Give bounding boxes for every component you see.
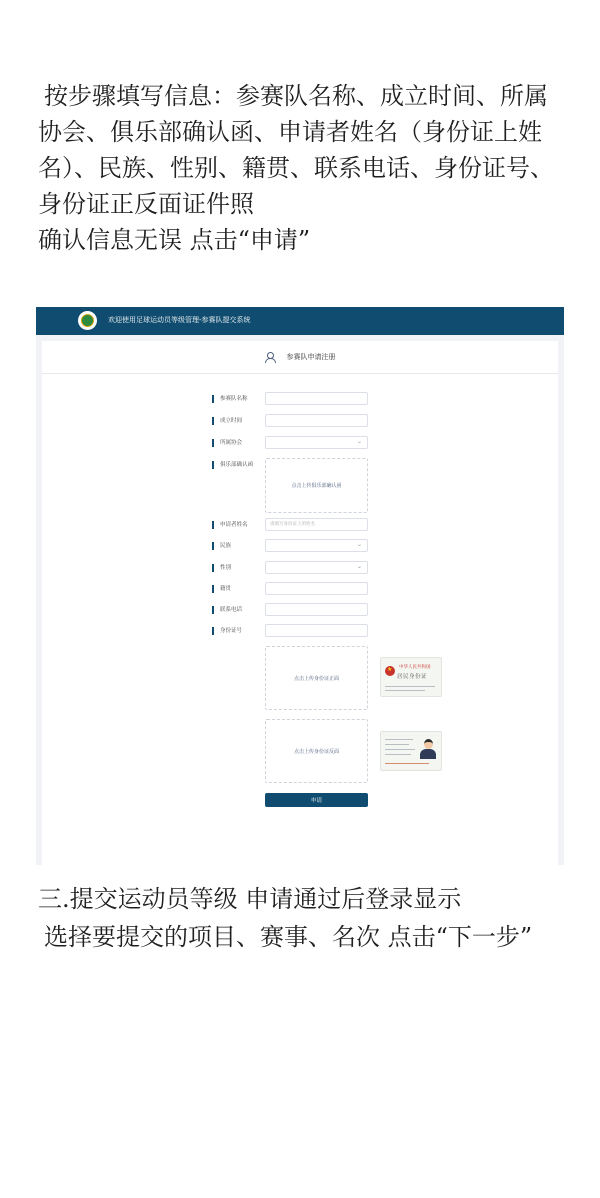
applicant-name-label: 申请者姓名 xyxy=(212,521,268,529)
founded-label: 成立时间 xyxy=(212,417,268,425)
app-header xyxy=(36,307,564,335)
next-step-text xyxy=(38,880,578,956)
user-icon xyxy=(265,352,275,362)
origin-row xyxy=(212,582,268,596)
ethnicity-row xyxy=(212,539,268,553)
id-number-row xyxy=(212,624,268,638)
id-card-title: 居民身份证 xyxy=(397,674,428,680)
id-front-upload[interactable]: 点击上传身份证正面 xyxy=(265,646,368,710)
portrait-icon xyxy=(419,737,437,759)
founded-input[interactable] xyxy=(265,414,368,427)
apply-button[interactable]: 申请 xyxy=(265,793,368,807)
association-logo-icon xyxy=(78,311,97,330)
team-name-row xyxy=(212,392,268,406)
id-card-front-sample xyxy=(380,657,442,697)
club-letter-row xyxy=(212,458,268,472)
club-letter-upload[interactable]: 点击上传俱乐部确认函 xyxy=(265,458,368,513)
founded-row xyxy=(212,414,268,428)
club-letter-label: 俱乐部确认函 xyxy=(212,461,268,469)
next-step-line-1: 三.提交运动员等级 申请通过后登录显示 xyxy=(38,885,462,913)
gender-select[interactable] xyxy=(265,561,368,574)
id-card-back-sample xyxy=(380,731,442,771)
instruction-paragraph-1: 按步骤填写信息：参赛队名称、成立时间、所属协会、俱乐部确认函、申请者姓名（身份证上姓名）、民族、性别、籍贯、联系电话、身份证号、身份证正反面证件照 xyxy=(38,82,554,218)
applicant-name-input[interactable]: 请填写身份证上的姓名 xyxy=(265,518,368,531)
registration-panel xyxy=(42,341,558,865)
instruction-paragraph-2: 确认信息无误 点击“申请” xyxy=(38,226,311,254)
gender-label: 性别 xyxy=(212,564,268,572)
id-back-upload[interactable]: 点击上传身份证反面 xyxy=(265,719,368,783)
ethnicity-select[interactable] xyxy=(265,539,368,552)
association-select[interactable] xyxy=(265,436,368,449)
team-name-label: 参赛队名称 xyxy=(212,395,268,403)
next-step-line-2: 选择要提交的项目、赛事、名次 点击“下一步” xyxy=(44,923,533,951)
association-row xyxy=(212,436,268,450)
id-number-label: 身份证号 xyxy=(212,627,268,635)
panel-title: 参赛队申请注册 xyxy=(286,353,336,361)
team-name-input[interactable] xyxy=(265,392,368,405)
panel-header xyxy=(42,341,558,374)
phone-label: 联系电话 xyxy=(212,606,268,614)
phone-input[interactable] xyxy=(265,603,368,616)
national-emblem-icon xyxy=(385,666,395,676)
id-number-input[interactable] xyxy=(265,624,368,637)
association-label: 所属协会 xyxy=(212,439,268,447)
applicant-name-row xyxy=(212,518,268,532)
registration-screenshot xyxy=(36,307,564,865)
origin-label: 籍贯 xyxy=(212,585,268,593)
instruction-text xyxy=(38,78,568,258)
origin-input[interactable] xyxy=(265,582,368,595)
gender-row xyxy=(212,561,268,575)
id-card-issuer: 中华人民共和国 xyxy=(399,665,431,670)
phone-row xyxy=(212,603,268,617)
ethnicity-label: 民族 xyxy=(212,542,268,550)
app-header-title: 欢迎使用足球运动员等级管理-参赛队提交系统 xyxy=(108,316,251,324)
